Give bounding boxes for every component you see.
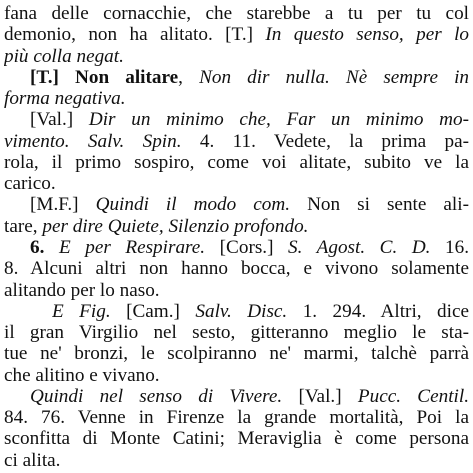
text-run: [M.F.] [30,194,96,216]
text-run: Quindi nel senso di Vivere. [30,385,283,407]
text-run: Dir un minimo che, Far un minimo mo- [88,109,469,131]
text-run: , [178,66,200,88]
text-run: E Fig. [52,300,111,322]
text-run: alitando per lo naso. [4,279,160,301]
text-run: [Val.] [30,109,89,131]
text-run: 1. 294. Altri, dice [287,300,469,322]
text-run: Non si sente ali- [290,194,469,216]
text-run: tare, [4,215,43,237]
text-run: Pucc. Centil. [357,385,469,407]
text-run: fana delle cornacchie, che starebbe a tu per tu col [4,3,469,24]
text-run: forma negativa. [4,88,126,110]
text-run: Non alitare [75,66,179,88]
text-run: 6. [30,237,59,258]
text-run: Non dir nulla. Nè sempre in [199,66,469,88]
text-run: E per Respirare. [58,237,206,258]
text-run: vimento. Salv. Spin. [4,130,182,152]
text-run: carico. [4,173,56,195]
text-run: 8. Alcuni altri non hanno bocca, e vivono solamente [4,258,469,280]
text-run: sconfitta di Monte Catini; Meraviglia è come persona [4,428,469,450]
text-run: [T.] [30,66,76,88]
text-line [4,449,469,473]
text-run: ci alita. [4,449,61,471]
text-run: 84. 76. Venne in Firenze la grande mortalità, Poi la [4,407,469,429]
text-run: S. Agost. C. D. [288,237,431,258]
text-run: Quindi il modo com. [95,194,291,216]
text-run: tue ne' bronzi, le scolpiranno ne' marmi, talchè parrà [4,343,469,365]
text-run: che alitino e vivano. [4,364,160,386]
text-run: [Cam.] [110,300,196,322]
text-run: Salv. Disc. [195,300,288,322]
text-run: In questo senso, per lo [265,24,469,46]
text-run: per dire Quiete, Silenzio profondo. [42,215,309,237]
text-run: il gran Virgilio nel sesto, gitteranno meglio le sta- [4,322,469,344]
text-run: 4. 11. Vedete, la prima pa- [181,130,469,152]
text-run: [Cors.] [205,237,289,258]
text-run: [Val.] [282,385,358,407]
text-run: più colla negat. [4,45,124,67]
text-run: demonio, non ha alitato. [T.] [4,24,266,46]
text-run: 16. [430,237,469,258]
text-run: rola, il primo sospiro, come voi alitate, subito ve la [4,151,469,173]
